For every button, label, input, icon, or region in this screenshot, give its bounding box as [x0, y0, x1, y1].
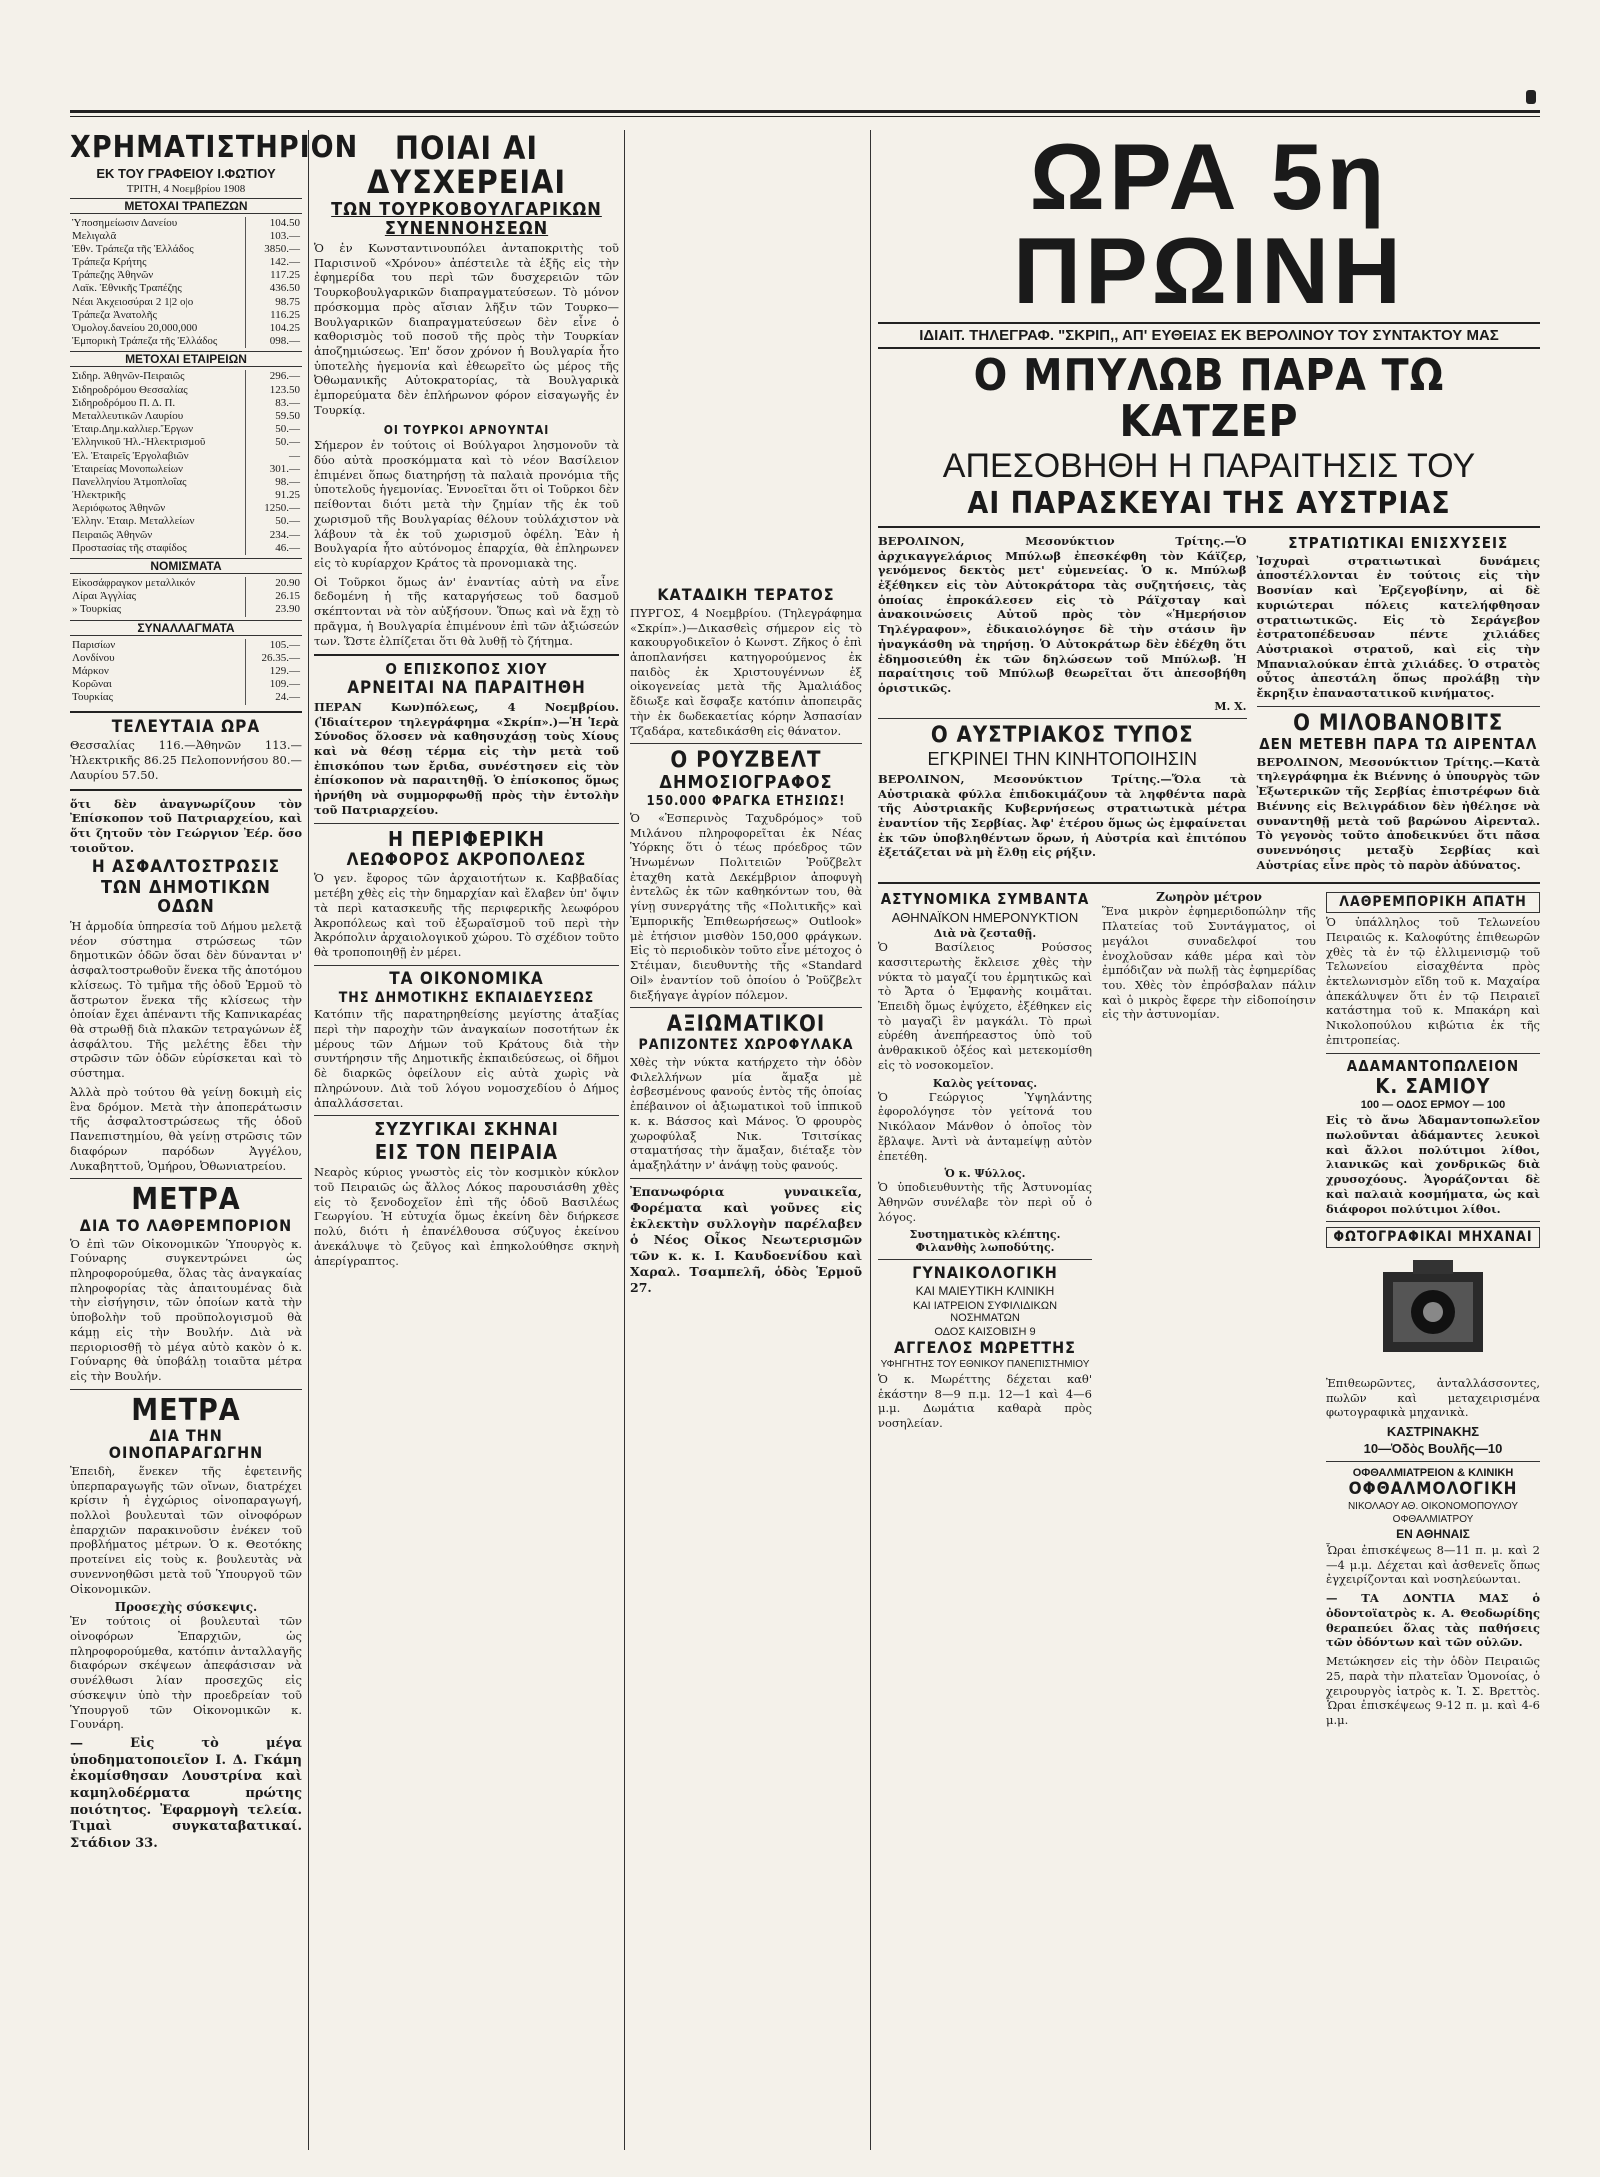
coats-ad: Ἐπανωφόρια γυναικεῖα, Φορέματα καὶ γοῦνες εἰς ἐκλεκτὴν συλλογὴν παρέλαβεν ὁ Νέος Οἶκος Νεωτερισμῶν τῶν κ. κ. Ι. Καυδοενίδου καὶ Χαραλ. Τσαμπελῆ, ὁδὸς Ἑρμοῦ 27. [630, 1183, 862, 1295]
column-turco-bulgarian [314, 130, 619, 2150]
asphalt-text: Ἡ ἁρμοδία ὑπηρεσία τοῦ Δήμου μελετᾷ νέον σύστημα στρώσεως τῶν δημοτικῶν ὁδῶν ὅσαι δὲν δύνανται ν' ἀσφαλτοστρωθοῦν ἕνεκα τῆς ἀποτόμου κλίσεως. Τὸ τμῆμα τῆς ὁδοῦ Ἑρμοῦ τὸ ἄστρωτον ἕνεκα τῆς κλίσεως τὴν ὁποίαν ἔχει ἀπέναντι τῆς Καπνικαρέας θὰ στρωθῇ διὰ πλακῶν τετραγώνων ἐξ ἀσφάλτου. Τῆς μελέτης ἔδει τὴν στρῶσιν τῶν ὁδῶν εὑρίσκεται καὶ τὸ σύστημα. [70, 919, 302, 1081]
press-text: ΒΕΡΟΛΙΝΟΝ, Μεσονύκτιον Τρίτης.—Ὅλα τὰ Αὐστριακὰ φύλλα ἐπιδοκιμάζουν τὰ ληφθέντα παρὰ τῆς Αὐστριακῆς Κυβερνήσεως στρατιωτικὰ μέτρα ἐναντίον τῆς Σερβίας. Ἀφ' ἑτέρου ὅμως ὡς ἐμφαίνεται ἐκ τῶν ὑποβληθέντων ὅρων, ἡ Αὐστρία καὶ ἐπιτόπου ἐξετάζεται νὰ μὴ ἔλθῃ εἰς ρήξιν. [878, 771, 1247, 860]
banks-table [70, 217, 302, 349]
signature: Μ. Χ. [1214, 699, 1247, 713]
officers-subtitle: ΡΑΠΙΖΟΝΤΕΣ ΧΩΡΟΦΥΛΑΚΑ [638, 1037, 854, 1054]
column-telegrams [878, 124, 1540, 2150]
troops-title: ΣΤΡΑΤΙΩΤΙΚΑΙ ΕΝΙΣΧΥΣΕΙΣ [1288, 533, 1509, 552]
quote-name: Τράπεζης Ἀθηνῶν [72, 269, 154, 282]
quote-name: Πειραιῶς Ἀθηνῶν [72, 528, 153, 541]
camera-ad-text: Ἐπιθεωρῶντες, ἀνταλλάσσοντες, πωλῶν καὶ μεταχειρισμένα φωτογραφικὰ μηχανικὰ. [1326, 1376, 1540, 1420]
police-subhead-5: Φιλανθὴς λωποδύτης. [915, 1241, 1055, 1255]
measures-text: Ὁ ἐπὶ τῶν Οἰκονομικῶν Ὑπουργὸς κ. Γούναρης συγκεντρώνει ὡς πληροφορούμεθα, ὅλας τὰς ἀναγκαίας πληροφορίας τὰς ἀπαιτουμένας διὰ τὴν εἰσήγησιν, τῶν ὁποίων κατὰ τὴν ὑποβολὴν τοῦ προϋπολογισμοῦ θὰ κάμῃ εἰς τὴν Βουλήν. Διὰ νὰ περιοριοσθῇ τὸ μέγα αὐτὸ κακὸν ὁ κ. Γούναρης θὰ ὑποβάλῃ τοιαῦτα μέτρα εἰς τὴν Βουλήν. [70, 1236, 302, 1383]
clinic-subtitle-2: ΚΑΙ ΙΑΤΡΕΙΟΝ ΣΥΦΙΛΙΔΙΚΩΝ ΝΟΣΗΜΑΤΩΝ [912, 1300, 1058, 1325]
quote-value: 104.25 [246, 322, 303, 335]
quote-value: 26.15 [246, 590, 303, 603]
quote-name: Μάρκον [72, 664, 109, 677]
verdict-text: ΠΥΡΓΟΣ, 4 Νοεμβρίου. (Τηλεγράφημα «Σκρίπ».)—Δικασθεὶς σήμερον εἰς τὸ κακουργοδικεῖον ὁ Κωνστ. Ζῆκος ὁ ἐπὶ ἀποπλανήσει κατηγορούμενος ἐκ παιδὸς ἐκ Χριστουγέννων ἐξ οἰκογενείας μετὰ τῆς Ἀμαλιάδος ἔδιωξε καὶ ἔσφαξε κατόπιν ἀποπειρᾶς τὴν ἐκ δωδεκαετίας κόρην Ἀσπασίαν Τζαδάρα, κατεδικάσθη εἰς θάνατον. [630, 605, 862, 738]
quote-name: Εἰκοσάφραγκον μεταλλικόν [72, 577, 196, 589]
column-rule [308, 130, 309, 2150]
quote-value: 3850.— [246, 243, 303, 256]
column-stock-exchange [70, 130, 359, 2150]
difficulties-text: Ὁ ἐν Κωνσταντινουπόλει ἀνταποκριτὴς τοῦ Παρισινοῦ «Χρόνου» ἀπέστειλε τὰ ἑξῆς εἰς τὴν ἐφημερίδα του περὶ τῶν δυσχερειῶν τῶν Τουρκοβουλγαρικῶν διαπραγματεύσεων. Τὸ μόνον πρόσκομμα πρὸς αἴσιαν λῆξιν τῶν Τουρκο—Βουλγαρικῶν διαπραγματεύσεων δὲν εἶνε ὁ καθορισμὸς τοῦ ποσοῦ τῆς πρὸς τὴν Τουρκίαν ἀποζημιώσεως. Ἐπ' ὅσον χρόνον ἡ Βουλγαρία ἦτο ὑποτελὴς ἡγεμονία καὶ ἐθεωρεῖτο ὡς μέρος τῆς Ὀθωμανικῆς Αὐτοκρατορίας, τὰ Βουλγαρικὰ ἐμπορεύματα δὲν ἐπλήρωνον φόρον εἰσαγωγῆς ἐν Τουρκίᾳ. [314, 240, 619, 417]
verdict-title: ΚΑΤΑΔΙΚΗ ΤΕΡΑΤΟΣ [657, 585, 835, 604]
quote-name: Ὁμολογ.δανείου 20,000,000 [72, 322, 198, 334]
quote-row [70, 423, 302, 436]
camera-ad-address: 10—Ὁδὸς Βουλῆς—10 [1363, 1441, 1503, 1457]
quote-name: Ἠλεκτρικῆς [72, 489, 126, 502]
difficulties-title: ΠΟΙΑΙ ΑΙ ΔΥΣΧΕΡΕΙΑΙ [366, 129, 567, 201]
quote-name: Σιδηροδρόμου Π. Δ. Π. [72, 396, 176, 409]
bishop-text: ΠΕΡΑΝ Κων)πόλεως, 4 Νοεμβρίου. (Ἰδιαίτερον τηλεγράφημα «Σκρίπ».)—Ἡ Ἱερὰ Σύνοδος ὅλοσεν νὰ καθησυχάσῃ τοὺς Χίους καὶ νὰ θέσῃ τέρμα εἰς τὴν μετὰ τοῦ ἐπισκόπου των ἔριδα, συνέστησεν εἰς τὸν ἐπίσκοπον νὰ παραιτηθῇ. Ὁ ἐπίσκοπος ὅμως ἠρνήθη νὰ συμμορφωθῇ πρὸς τὴν ἐντολὴν τοῦ Πατριαρχείου. [314, 699, 619, 817]
quote-value: 1250.— [246, 502, 303, 515]
roosevelt-salary: 150.000 ΦΡΑΓΚΑ ΕΤΗΣΙΩΣ! [646, 794, 846, 810]
camera-ad-title: ΦΩΤΟΓΡΑΦΙΚΑΙ ΜΗΧΑΝΑΙ [1326, 1227, 1540, 1248]
quote-value: — [246, 450, 303, 463]
stock-exchange-title: ΧΡΗΜΑΤΙΣΤΗΡΙΟΝ [70, 130, 359, 165]
quote-row [70, 309, 302, 322]
ring-road-text: Ὁ γεν. ἔφορος τῶν ἀρχαιοτήτων κ. Καββαδίας μετέβη χθὲς εἰς τὴν δημαρχίαν καὶ ἔλαβεν ὑπ' ὄψιν τὰ περὶ κατασκευῆς τῆς περιφερικῆς λεωφόρου Ἀκροπόλεως καὶ τοῦ ἐξωραϊσμοῦ τοῦ περὶ τὴν Ἀκρόπολιν ἀρχαιολογικοῦ χώρου. Τὸ σχέδιον τοῦτο θὰ τροποποιηθῇ ἐν μέρει. [314, 871, 619, 960]
quote-name: Τουρκίας [72, 691, 114, 704]
quote-name: Μελιγαλᾶ [72, 229, 117, 242]
shoe-shop-ad: — Εἰς τὸ μέγα ὑποδηματοποιεῖον Ι. Δ. Γκάμη ἐκομίσθησαν Λουστρίνα καὶ καμηλοδέρματα πρώτης ποιότητος. Ἐφαρμογὴ τελεία. Τιμαὶ συγκαταβατικαί. Στάδιον 33. [70, 1736, 302, 1851]
quote-row [70, 665, 302, 678]
quote-name: Ἑλλην. Ἑταιρ. Μεταλλείων [72, 515, 195, 528]
clinic-address: ΟΔΟΣ ΚΑΙΣΟΒΙΣΗ 9 [934, 1326, 1036, 1339]
quote-row [70, 691, 302, 704]
quote-row [70, 652, 302, 665]
quote-row [70, 463, 302, 476]
coins-header: ΝΟΜΙΣΜΑΤΑ [70, 558, 302, 574]
marital-scenes-title: ΣΥΖΥΓΙΚΑΙ ΣΚΗΝΑΙ [374, 1119, 559, 1141]
jeweller-name: Κ. ΣΑΜΙΟΥ [1375, 1074, 1491, 1099]
police-subhead-4: Συστηματικὸς κλέπτης. [909, 1228, 1061, 1242]
coins-table [70, 577, 302, 617]
turks-refuse-title: ΟΙ ΤΟΥΡΚΟΙ ΑΡΝΟΥΝΤΑΙ [383, 422, 550, 437]
press-title: Ο ΑΥΣΤΡΙΑΚΟΣ ΤΥΠΟΣ [930, 722, 1194, 748]
quote-row [70, 590, 302, 603]
column-rule [870, 130, 871, 2150]
telegram-ticker: ΙΔΙΑΙΤ. ΤΗΛΕΓΡΑΦ. "ΣΚΡΙΠ,, ΑΠ' ΕΥΘΕΙΑΣ ΕΚ ΒΕΡΟΛΙΝΟΥ ΤΟΥ ΣΥΝΤΑΚΤΟΥ ΜΑΣ [878, 322, 1540, 349]
turks-refuse-text-2: Οἱ Τοῦρκοι ὅμως ἀν' ἐναντίας αὐτὴ να εἶνε δεδομένη ἡ τῆς καταργήσεως τοῦ δασμοῦ σκέπτονται νὰ τὸν αὐξήσουν. Ὅπως καὶ νὰ ἔχῃ τὸ πρᾶγμα, ἡ Βουλγαρία ἐπιμένουν ἐπὶ τῶν ἀξιώσεών των. Ὥστε ἐλπίζεται ὅτι θὰ λυθῇ τὸ ζήτημα. [314, 574, 619, 648]
quote-name: Ἐθν. Τράπεζα τῆς Ἑλλάδος [72, 242, 194, 255]
quote-value: 109.— [246, 678, 303, 691]
companies-header: ΜΕΤΟΧΑΙ ΕΤΑΙΡΕΙΩΝ [70, 351, 302, 367]
bulow-headline: Ο ΜΠΥΛΩΒ ΠΑΡΑ ΤΩ ΚΑΤΖΕΡ [973, 350, 1445, 448]
clinic-doctor-line: ΥΦΗΓΗΤΗΣ ΤΟΥ ΕΘΝΙΚΟΥ ΠΑΝΕΠΙΣΤΗΜΙΟΥ [880, 1358, 1090, 1370]
quote-value: 83.— [246, 397, 303, 410]
clinic-text: Ὁ κ. Μωρέττης δέχεται καθ' ἑκάστην 8—9 π.μ. 12—1 καὶ 4—6 μ.μ. Δωμάτια καθαρὰ πρὸς νοσηλείαν. [878, 1371, 1092, 1431]
police-subhead-2: Καλὸς γείτονας. [932, 1076, 1038, 1090]
quote-row [70, 603, 302, 616]
police-text-3: Ὁ ὑποδιευθυντὴς τῆς Ἀστυνομίας Ἀθηνῶν συνέλαβε τὸν περὶ οὗ ὁ λόγος. [878, 1180, 1092, 1224]
ring-road-subtitle: ΛΕΩΦΟΡΟΣ ΑΚΡΟΠΟΛΕΩΣ [346, 849, 587, 870]
last-hour-title: ΤΕΛΕΥΤΑΙΑ ΩΡΑ [111, 716, 261, 737]
market-subhead: Ζωηρὸν μέτρον [1156, 890, 1262, 905]
quote-row [70, 243, 302, 256]
clinic-title: ΓΥΝΑΙΚΟΛΟΓΙΚΗ [912, 1263, 1058, 1283]
quote-value: 50.— [246, 423, 303, 436]
difficulties-subtitle: ΤΩΝ ΤΟΥΡΚΟΒΟΥΛΓΑΡΙΚΩΝ ΣΥΝΕΝΝΟΗΣΕΩΝ [331, 199, 602, 240]
fraud-text: Ὁ ὑπάλληλος τοῦ Τελωνείου Πειραιῶς κ. Καλοφύτης ἐπιθεωρῶν χθὲς τὰ ἐν τῷ ἐλλιμενισμῷ τοῦ Τελωνείου εἰσαχθέντα πρὸς ἐκτελωνισμὸν εἴδη τοῦ κ. Μαχαίρα ἀπεκάλυψεν ὅτι ἐν τῷ Πειραιεῖ κατάστημα τοῦ κ. Μπακάρη καὶ Νικολοπούλου κιβώτια ἐκ τῆς ἐπιτροπείας. [1326, 915, 1540, 1047]
officers-text: Χθὲς τὴν νύκτα κατήρχετο τὴν ὁδὸν Φιλελλήνων μία ἅμαξα μὲ ἐσβεσμένους φανούς ἐντὸς τῆς ὁποίας ἐπέβαινον οἱ ἀξιωματικοὶ τοῦ ἱππικοῦ κ. κ. Βάσσος καὶ Μάνος. Ὁ φρουρὸς χωροφύλαξ Νικ. Τσιτσίκας σταματήσας τὴν ἅμαξαν, διέταξε τὸν ἁμαξηλάτην ν' ἀνάψῃ τοὺς φανούς. [630, 1055, 862, 1173]
quote-row [70, 322, 302, 335]
finances-text: Κατόπιν τῆς παρατηρηθείσης μεγίστης ἀταξίας περὶ τὴν παροχὴν τῶν ἀναγκαίων ποσοτήτων ἐκ μέρους τῶν Δήμων τοῦ Κράτους διὰ τὴν συντήρησιν τῆς Δημοτικῆς ἐκπαιδεύσεως, οἱ δῆμοι δὲ διαρκῶς ὀφείλουν εἰς αὐτὰ χωρὶς νὰ πληρώνουν. Διὰ τοῦ λόγου νομοσχεδίου ὁ Δήμος ἀπαλλάσσεται. [314, 1007, 619, 1110]
quote-name: Ὑποσημείωσιν Δανείου [72, 216, 178, 229]
move-notice: Μετώκησεν εἰς τὴν ὁδὸν Πειραιῶς 25, παρὰ τὴν πλατεῖαν Ὁμονοίας, ὁ χειρουργὸς ἰατρὸς κ. Ἰ. Σ. Βρεττὸς. Ὧραι ἐπισκέψεως 9-12 π. μ. καὶ 4-6 μ.μ. [1326, 1654, 1540, 1727]
quote-name: Τράπεζα Κρήτης [72, 256, 147, 269]
quote-value: 301.— [246, 463, 303, 476]
quote-value: 46.— [246, 542, 303, 555]
police-text-1: Ὁ Βασίλειος Ρούσσος κασσιτερωτὴς ἔκλεισε χθὲς τὴν νύκτα τὸ μαγαζί του ἐρμητικῶς καὶ τὸ Ἄρτα ὁ Ἐμφανὴς κοιμᾶται. Ἐπειδὴ ὅμως ἐψύχετο, ἐξέθηκεν εἰς τὸ μαγαζὶ ἓν μαγκάλι. Τὸ πρωὶ εὑρέθη ἀνεπήρεαστος ὑπὸ τοῦ ἀνθρακικοῦ ὀξέος καὶ μετεκομίσθη εἰς τὸ νοσοκομεῖον. [878, 940, 1092, 1072]
eye-clinic-name: ΝΙΚΟΛΑΟΥ ΑΘ. ΟΙΚΟΝΟΜΟΠΟΥΛΟΥ [1347, 1501, 1519, 1513]
quote-row [70, 542, 302, 555]
quote-value: 234.— [246, 529, 303, 542]
quote-row [70, 384, 302, 397]
quote-row [70, 529, 302, 542]
quote-name: Ἑταιρείας Μονοπωλείων [72, 462, 183, 475]
quote-name: Λονδίνου [72, 651, 115, 664]
banks-header: ΜΕΤΟΧΑΙ ΤΡΑΠΕΖΩΝ [70, 198, 302, 214]
quote-name: Ἑλ. Ἑταιρεῖς Ἐργολαβιῶν [72, 449, 189, 462]
column-news [630, 585, 862, 2150]
quote-value: 436.50 [246, 282, 303, 295]
quote-name: Ἐμπορικὴ Τράπεζα τῆς Ἑλλάδος [72, 335, 218, 348]
quote-name: Μεταλλευτικῶν Λαυρίου [72, 409, 184, 422]
companies-table [70, 370, 302, 555]
stock-exchange-date: ΤΡΙΤΗ, 4 Νοεμβρίου 1908 [126, 182, 246, 195]
bishop-subtitle: ΑΡΝΕΙΤΑΙ ΝΑ ΠΑΡΑΙΤΗΘΗ [347, 678, 586, 698]
quote-row [70, 502, 302, 515]
wine-measures-title: ΜΕΤΡΑ [131, 1392, 241, 1428]
camera-ad-name: ΚΑΣΤΡΙΝΑΚΗΣ [1386, 1424, 1480, 1440]
quote-row [70, 256, 302, 269]
quote-value: 24.— [246, 691, 303, 704]
marital-scenes-subtitle: ΕΙΣ ΤΟΝ ΠΕΙΡΑΙΑ [374, 1140, 559, 1165]
quote-row [70, 217, 302, 230]
quote-name: Λίραι Ἀγγλίας [72, 590, 136, 603]
quote-value: 104.50 [246, 217, 303, 230]
exchange-table [70, 639, 302, 705]
stock-exchange-subtitle: ΕΚ ΤΟΥ ΓΡΑΦΕΙΟΥ Ι.ΦΩΤΙΟΥ [96, 165, 276, 181]
wine-measures-subtitle: ΔΙΑ ΤΗΝ ΟΙΝΟΠΑΡΑΓΩΓΗΝ [108, 1426, 264, 1462]
roosevelt-subtitle: ΔΗΜΟΣΙΟΓΡΑΦΟΣ [659, 772, 833, 794]
quote-value: 91.25 [246, 489, 303, 502]
quote-row [70, 296, 302, 309]
meeting-subhead: Προσεχὴς σύσκεψις. [114, 1600, 258, 1615]
quote-value: 20.90 [246, 577, 303, 590]
quote-value: 98.— [246, 476, 303, 489]
measures-title: ΜΕΤΡΑ [131, 1182, 241, 1218]
asphalt-subtitle: ΤΩΝ ΔΗΜΟΤΙΚΩΝ ΟΔΩΝ [101, 877, 271, 918]
top-rule [70, 110, 1540, 113]
quote-row [70, 370, 302, 383]
police-title: ΑΣΤΥΝΟΜΙΚΑ ΣΥΜΒΑΝΤΑ [880, 890, 1090, 909]
turks-refuse-text: Σήμερον ἐν τούτοις οἱ Βούλγαροι λησμονοῦν τὰ δύο αὐτὰ προσκόμματα καὶ τὸ νέον Βασίλειον ἐπιμένει ὅπως διατηρήσῃ τὰ παλαιὰ προνόμια τῆς ὑποτελοῦς ἡγεμονίας. Ἐννοεῖται ὅτι οἱ Τοῦρκοι δὲν πείθονται διότι μετὰ τὴν ζημίαν τῆς ἐκ τοῦ χωρισμοῦ τῆς Βουλγαρίας θέλουν τοὐλάχιστον νὰ λάβουν τὰ ἐκ τοῦ χωρισμοῦ ὀφέλη. Ἐὰν ἡ Βουλγαρία ἦτο αὐτόνομος ἐπαρχία, θὰ ἐπληρωνεν εἰς τὸ κυρίαρχον Κράτος τὰ προνομιακὰ της. [314, 438, 619, 570]
eye-clinic-role: ΟΦΘΑΛΜΙΑΤΡΟΥ [1392, 1514, 1474, 1526]
page-mark-icon [1526, 90, 1536, 104]
quote-value: 117.25 [246, 269, 303, 282]
roosevelt-title: Ο ΡΟΥΖΒΕΛΤ [670, 748, 822, 774]
quote-value: 50.— [246, 515, 303, 528]
quote-value: 116.25 [246, 309, 303, 322]
quote-row [70, 577, 302, 590]
quote-value: 123.50 [246, 384, 303, 397]
intro-text: ὅτι δὲν ἀναγνωρίζουν τὸν Ἐπίσκοπον τοῦ Πατριαρχείου, καὶ ὅτι ζητοῦν τὸν Γεώργιον Ἐέρ. ὅσο τοιοῦτον. [70, 796, 302, 855]
quote-row [70, 436, 302, 449]
quote-row [70, 269, 302, 282]
quote-value: 296.— [246, 370, 303, 383]
newspaper-page [70, 70, 1540, 2150]
ring-road-title: Η ΠΕΡΙΦΕΡΙΚΗ [387, 826, 545, 851]
quote-name: Ἑταιρ.Δημ.καλλιερ.Ἔργων [72, 423, 194, 436]
asphalt-title: Η ΑΣΦΑΛΤΟΣΤΡΩΣΙΣ [91, 857, 281, 878]
asphalt-text-2: Ἀλλὰ πρὸ τούτου θὰ γείνῃ δοκιμὴ εἰς ἓνα δρόμον. Μετὰ τὴν ἀποπεράτωσιν τῆς ἀσφαλτοστρώσεως τῆς ὁδοῦ Πανεπιστημίου, θὰ γείνῃ στρῶσις τῶν διαφόρων παρόδων Ἀγγέλου, Λυκαβηττοῦ, Ὁμήρου, Ὀθωνιατρείου. [70, 1084, 302, 1173]
troops-text: Ἰσχυραὶ στρατιωτικαὶ δυνάμεις ἀποστέλλονται ἐν τούτοις εἰς τὴν Βοσνίαν καὶ Ἐρζεγοβίνην, αἱ δὲ κυριώτεραι πόλεις κατελήφθησαν στρατιωτικῶς. Εἰς τὸ Σεράγεβον ἐστρατοπέδευσαν πέντε χιλιάδες Αὐστριακοὶ στρατοῦ, καὶ εἰς τὴν Μπανιαλούκαν ἑπτὰ χιλιάδες. Ὁ στρατὸς οὗτος ἀπεστάλη ὅπως προλάβῃ τὴν ἔκρηξιν ἐπαναστατικοῦ κινήματος. [1256, 553, 1540, 701]
quote-value: 103.— [246, 230, 303, 243]
quote-row [70, 335, 302, 348]
marital-scenes-text: Νεαρὸς κύριος γνωστὸς εἰς τὸν κοσμικὸν κύκλον τοῦ Πειραιῶς ὡς ἄλλος Λόκος παρουσιάσθη χθὲς εἰς τὸ ξενοδοχεῖον ἐπὶ τῆς ὁδοῦ Βασιλέως Γεωργίου. Ἡ εὐτυχία ὅμως ἐκείνη δὲν διήρκεσε πολύ, διότι ἡ ἐπανέλθουσα σύζυγος ἐκείνου ἀνεκάλυψε τὸ ζεῦγος καὶ ἐπηκολούθησε σκηνὴ ἀπερίγραπτος. [314, 1165, 619, 1268]
quote-value: 142.— [246, 256, 303, 269]
press-subtitle: ΕΓΚΡΙΝΕΙ ΤΗΝ ΚΙΝΗΤΟΠΟΙΗΣΙΝ [927, 748, 1197, 769]
quote-name: Σιδηρ. Ἀθηνῶν-Πειραιῶς [72, 370, 185, 383]
jeweller-text: Εἰς τὸ ἄνω Ἀδαμαντοπωλεῖον πωλοῦνται ἀδάμαντες λευκοὶ καὶ ἄλλοι πολύτιμοι λίθοι, λιανικῶς καὶ χονδρικῶς διὰ χρυσοχόους. Ἀγοράζονται δὲ καὶ παλαιὰ κοσμήματα, ὡς καὶ διάφοροι πολύτιμοι λίθοι. [1326, 1113, 1540, 1216]
quote-value: 098.— [246, 335, 303, 348]
clinic-doctor: ΑΓΓΕΛΟΣ ΜΩΡΕΤΤΗΣ [893, 1338, 1076, 1358]
eye-clinic-text: Ὧραι ἐπισκέψεως 8—11 π. μ. καὶ 2—4 μ.μ. Δέχεται καὶ ἀσθενεῖς ὅπως ἐγχειρίζονται καὶ νοσηλεύωνται. [1326, 1543, 1540, 1587]
measures-subtitle: ΔΙΑ ΤΟ ΛΑΘΡΕΜΠΟΡΙΟΝ [79, 1215, 293, 1235]
police-subtitle: ΑΘΗΝΑΪΚΟΝ ΗΜΕΡΟΝΥΚΤΙΟΝ [891, 910, 1079, 926]
top-rule-thin [70, 116, 1540, 117]
milovanovic-subtitle: ΔΕΝ ΜΕΤΕΒΗ ΠΑΡΑ ΤΩ ΑΙΡΕΝΤΑΛ [1259, 734, 1538, 753]
quote-row [70, 476, 302, 489]
police-text-2: Ὁ Γεώργιος Ὑψηλάντης ἐφορολόγησε τὸν γείτονά του Νικόλαον Μάνθον ὁ ὁποῖος τὸν ἔβλαψε. Ἀντὶ νὰ ἀνταμείψῃ αὐτὸν ἐπετέθη. [878, 1089, 1092, 1163]
austria-headline: ΑΙ ΠΑΡΑΣΚΕΥΑΙ ΤΗΣ ΑΥΣΤΡΙΑΣ [967, 486, 1451, 522]
quote-value: 105.— [246, 639, 303, 652]
police-subhead-1: Διὰ νὰ ζεσταθῇ. [933, 927, 1037, 941]
wine-measures-text: Ἐπειδὴ, ἕνεκεν τῆς ἐφετεινῆς ὑπερπαραγωγῆς τῶν οἴνων, διατρέχει κρίσιν ἡ ἐγχώριος οἰνοπαραγωγή, πολλοὶ βουλευταὶ τῶν οἰνοφόρων ἐπαρχιῶν παρακινοῦσιν ἐνέκεν τοῦ προβλήματος μέτρων. Ὁ κ. Θεοτόκης προτείνει εἰς τοὺς κ. βουλευτὰς νὰ συνεννοηθῶσι μετὰ τοῦ Ὑπουργοῦ τῶν Οἰκονομικῶν. [70, 1463, 302, 1596]
resignation-headline: ΑΠΕΣΟΒΗΘΗ Η ΠΑΡΑΙΤΗΣΙΣ ΤΟΥ [942, 447, 1476, 486]
teeth-ad: — ΤΑ ΔΟΝΤΙΑ ΜΑΣ ὁ ὀδοντοϊατρὸς κ. Α. Θεοδωρίδης θεραπεύει ὅλας τὰς παθήσεις τῶν ὀδόντων καὶ τῶν οὐλῶν. [1326, 1591, 1540, 1650]
quote-name: Τράπεζα Ἀνατολῆς [72, 308, 157, 321]
quote-name: Πανελληνίου Ἀτμοπλοΐας [72, 475, 187, 488]
masthead-flag: ΩΡΑ 5η ΠΡΩΙΝΗ [1013, 124, 1405, 323]
last-hour-text: Θεσσαλίας 116.—Ἀθηνῶν 113.— Ἠλεκτρικῆς 86.25 Πελοποννήσου 80.— Λαυρίου 57.50. [70, 738, 302, 782]
quote-value: 23.90 [246, 603, 303, 616]
quote-name: Κορῶναι [72, 678, 112, 691]
finances-title: ΤΑ ΟΙΚΟΝΟΜΙΚΑ [389, 968, 544, 989]
quote-row [70, 230, 302, 243]
quote-name: Ἀεριόφωτος Ἀθηνῶν [72, 502, 166, 515]
quote-row [70, 450, 302, 463]
finances-subtitle: ΤΗΣ ΔΗΜΟΤΙΚΗΣ ΕΚΠΑΙΔΕΥΣΕΩΣ [338, 989, 595, 1006]
quote-value: 50.— [246, 436, 303, 449]
quote-name: Λαϊκ. Ἐθνικῆς Τραπέζης [72, 282, 182, 295]
market-text: Ἕνα μικρὸν ἐφημεριδοπώλην τῆς Πλατείας τοῦ Συντάγματος, οἱ μεγάλοι συναδελφοί του ἐνοχλοῦσαν κάθε μέρα καὶ τὸν ἐμπόδιζαν νὰ πωλῇ τὰς ἐφημερίδας του. Χθὲς τὸν ἐπρόσβαλαν πάλιν καὶ ὁ μικρὸς ἔφερε τὴν εἰδοποίησιν εἰς τὴν ἀστυνομίαν. [1102, 904, 1316, 1022]
quote-row [70, 410, 302, 423]
quote-name: Ἑλληνικοῦ Ἠλ.-Ἠλεκτρισμοῦ [72, 436, 206, 449]
quote-row [70, 639, 302, 652]
meeting-text: Ἐν τούτοις οἱ βουλευταὶ τῶν οἰνοφόρων Ἐπαρχιῶν, ὡς πληροφορούμεθα, κατόπιν ἀνταλλαγῆς διαφόρων σκέψεων ἀπεφάσισαν νὰ συνέλθωσι λίαν προσεχῶς εἰς σύσκεψιν ὑπὸ τὴν προεδρείαν τοῦ Ὑπουργοῦ τῶν Οἰκονομικῶν κ. Γουνάρη. [70, 1614, 302, 1732]
milovanovic-text: ΒΕΡΟΛΙΝΟΝ, Μεσονύκτιον Τρίτης.—Κατὰ τηλεγράφημα ἐκ Βιέννης ὁ ὑπουργὸς τῶν Ἐξωτερικῶν τῆς Σερβίας ἐπιστρέφων διὰ Βιέννης εἰς Βελιγράδιον δὲν ἠθέλησε νὰ συναντηθῇ μετὰ τοῦ βαρώνου Αἰρενταλ. Τὸ γεγονὸς τοῦτο ἀποδεικνύει ὅτι πᾶσα συνεννόησις μεταξὺ Σερβίας καὶ Αὐστρίας εἶνε πρὸς τὸ παρὸν ἀδύνατος. [1256, 754, 1540, 872]
quote-name: Προστασίας τῆς σταφίδος [72, 541, 187, 554]
officers-title: ΑΞΙΩΜΑΤΙΚΟΙ [666, 1012, 826, 1038]
jeweller-address: 100 — ΟΔΟΣ ΕΡΜΟΥ — 100 [1360, 1099, 1506, 1112]
quote-value: 129.— [246, 665, 303, 678]
clinic-subtitle: ΚΑΙ ΜΑΙΕΥΤΙΚΗ ΚΛΙΝΙΚΗ [915, 1284, 1055, 1299]
bulow-text: ΒΕΡΟΛΙΝΟΝ, Μεσονύκτιον Τρίτης.—Ὁ ἀρχικαγγελάριος Μπύλωβ ἐπεσκέφθη τὸν Κάϊζερ, γενόμενος δεκτὸς μετ' εὐμενείας. Ὁ κ. Μπύλωβ ἐξέθηκεν εἰς τὸν Αὐτοκράτορα τὰς συζητήσεις, τὰς ὁποίας ἐπροκάλεσεν εἰς τὸ Ράϊχσταγ καὶ ἀνακοινώσεις Αὐτοῦ πρὸς τὸν «Ἡμερήσιον Τηλέγραφον», ἐδικαιολόγησε δὲ τὴν στάσιν ἣν ἠναγκάσθη νὰ τηρήσῃ. Ὁ Αὐτοκράτωρ δὲν ἐδέχθη ὅτι ἐδημοσιεύθη ἐκ τῶν δηλώσεων τοῦ Μπύλωβ. Ἡ παραίτησις τοῦ Μπύλωβ θεωρεῖται ὅτι ἀπεσοβήθη ὁριστικῶς. [878, 533, 1247, 696]
jeweller-title: ΑΔΑΜΑΝΤΟΠΩΛΕΙΟΝ [1346, 1056, 1520, 1075]
quote-value: 26.35.— [246, 652, 303, 665]
quote-name: » Τουρκίας [72, 603, 122, 616]
quote-row [70, 515, 302, 528]
quote-row [70, 678, 302, 691]
eye-clinic-title: ΟΦΘΑΛΜΙΑΤΡΕΙΟΝ & ΚΛΙΝΙΚΗ [1352, 1467, 1514, 1480]
quote-name: Νέαι Ἀκχειοσύραι 2 1|2 ο|ο [72, 295, 194, 308]
quote-row [70, 489, 302, 502]
bishop-title: Ο ΕΠΙΣΚΟΠΟΣ ΧΙΟΥ [385, 660, 548, 679]
roosevelt-text: Ὁ «Ἑσπερινὸς Ταχυδρόμος» τοῦ Μιλάνου πληροφορεῖται ἐκ Νέας Ὑόρκης ὅτι ὁ τέως πρόεδρος τῶν Ἡνωμένων Πολιτειῶν Ῥοῦζβελτ ἐταχθη κατὰ Δεκέμβριον ἀποφυγὴ ἐντελῶς ἐκ τῶν καθηκόντων του, θὰ γίνῃ συνεργάτης τῆς «Πολιτικῆς» καὶ Ἐμπορικῆς Ἐπιθεωρήσεως» Outlook» μὲ ἐτήσιον μισθὸν 150,000 φράγκων. Εἰς τὸ περιοδικὸν τοῦτο εἶνε μέτοχος ὁ Στέιμαν, διευθυντὴς τῆς «Standard Oil» ἐναντίον τοῦ ὁποίου ὁ Ῥοῦζβελτ διεξήγαγε ἀγρίον πόλεμον. [630, 810, 862, 1002]
quote-value: 98.75 [246, 296, 303, 309]
quote-name: Παρισίων [72, 638, 116, 651]
quote-name: Σιδηροδρόμου Θεσσαλίας [72, 383, 188, 396]
milovanovic-title: Ο ΜΙΛΟΒΑΝΟΒΙΤΣ [1293, 710, 1504, 736]
fraud-title: ΛΑΘΡΕΜΠΟΡΙΚΗ ΑΠΑΤΗ [1326, 892, 1540, 913]
quote-row [70, 282, 302, 295]
eye-clinic-city: ΕΝ ΑΘΗΝΑΙΣ [1396, 1527, 1470, 1542]
police-subhead-3: Ὁ κ. Ψύλλος. [944, 1167, 1026, 1181]
quote-row [70, 397, 302, 410]
quote-value: 59.50 [246, 410, 303, 423]
camera-icon [1353, 1252, 1513, 1372]
column-rule [624, 130, 625, 2150]
exchange-header: ΣΥΝΑΛΛΑΓΜΑΤΑ [70, 620, 302, 636]
eye-clinic-title-2: ΟΦΘΑΛΜΟΛΟΓΙΚΗ [1348, 1479, 1518, 1500]
